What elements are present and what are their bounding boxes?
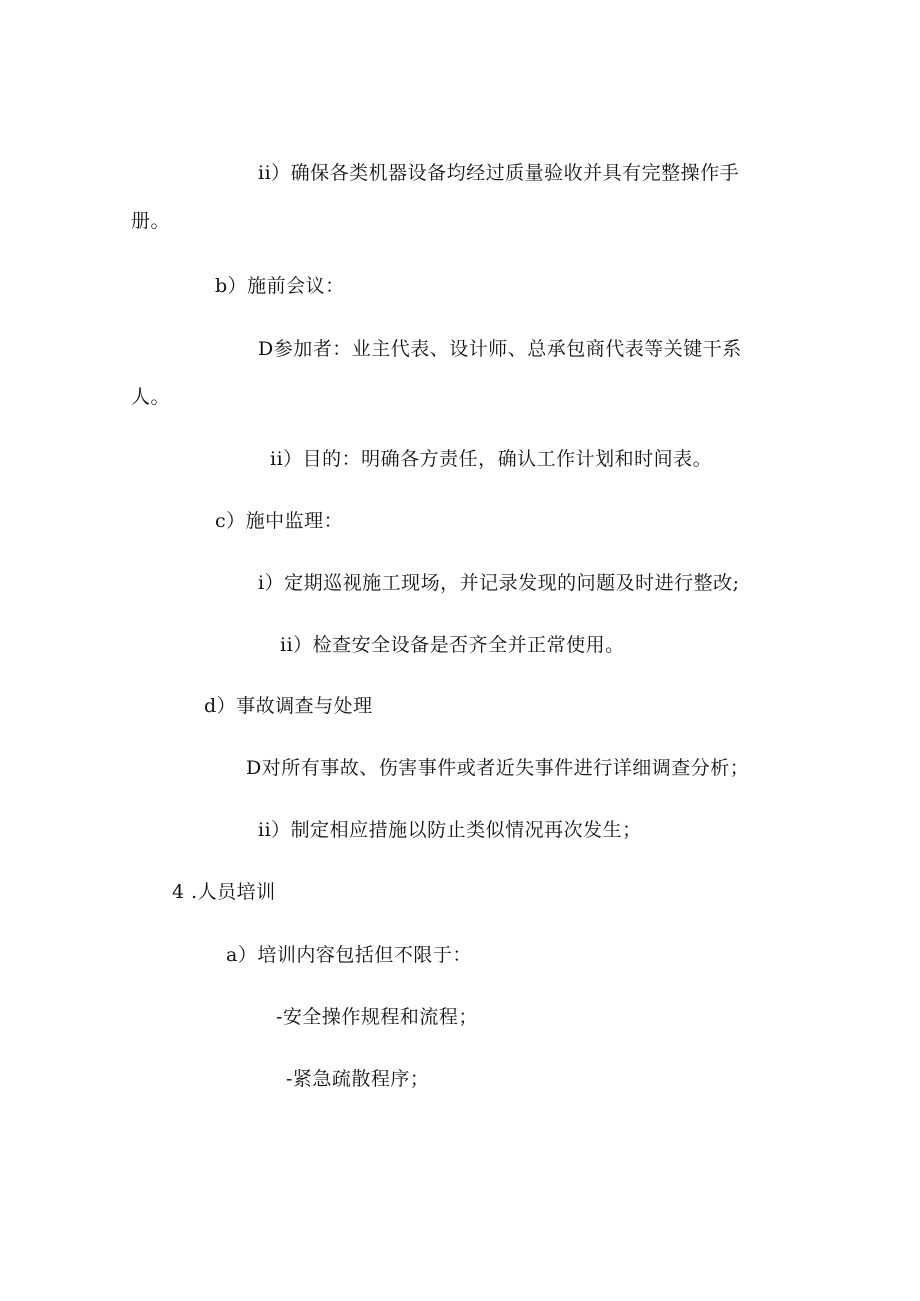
heading-b-preconstruction-meeting: b）施前会议： bbox=[215, 275, 345, 297]
heading-c-supervision: c）施中监理： bbox=[215, 510, 344, 532]
text-line-purpose: ii）目的：明确各方责任，确认工作计划和时间表。 bbox=[270, 448, 713, 470]
text-line-measures: ii）制定相应措施以防止类似情况再次发生； bbox=[258, 819, 642, 841]
heading-d-accident-investigation: d）事故调查与处理 bbox=[204, 695, 373, 717]
list-item-evacuation: -紧急疏散程序； bbox=[286, 1068, 430, 1090]
text-line-continuation: 册。 bbox=[131, 210, 171, 232]
heading-4-personnel-training: 4 .人员培训 bbox=[172, 881, 276, 903]
text-line-safety-equipment: ii）检查安全设备是否齐全并正常使用。 bbox=[280, 634, 625, 656]
text-line-ii-equipment: ii）确保各类机器设备均经过质量验收并具有完整操作手 bbox=[258, 162, 740, 184]
text-line-inspection: i）定期巡视施工现场，并记录发现的问题及时进行整改; bbox=[258, 572, 740, 594]
text-line-training-content: a）培训内容包括但不限于： bbox=[226, 944, 472, 966]
text-line-participants: D参加者：业主代表、设计师、总承包商代表等关键干系 bbox=[258, 338, 742, 360]
list-item-safety-procedures: -安全操作规程和流程； bbox=[276, 1006, 478, 1028]
text-line-analysis: D对所有事故、伤害事件或者近失事件进行详细调查分析； bbox=[246, 757, 750, 779]
text-line-continuation: 人。 bbox=[131, 386, 171, 408]
